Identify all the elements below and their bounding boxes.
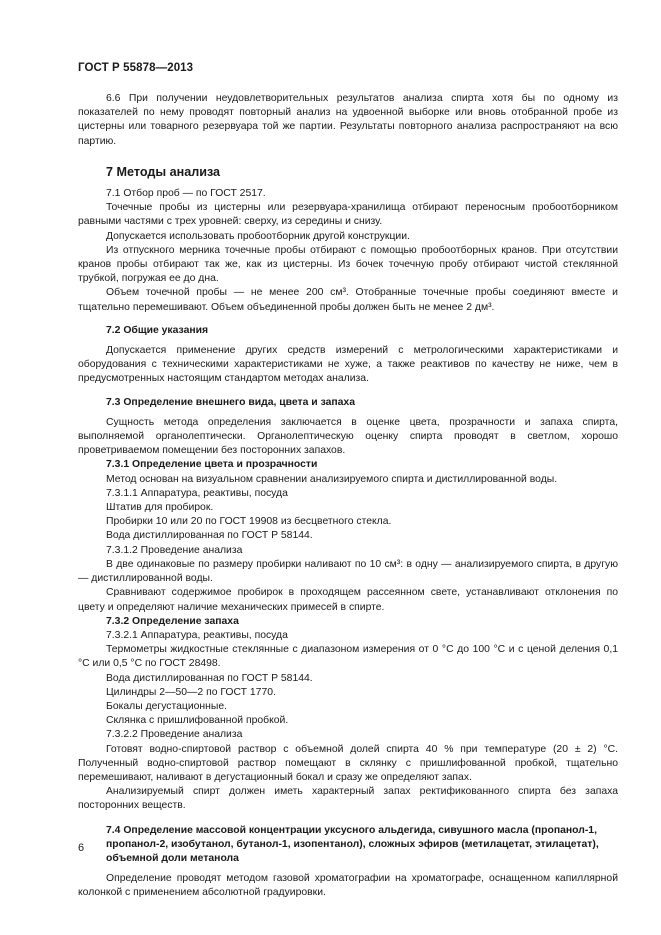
paragraph: Объем точечной пробы — не менее 200 см³. Отобранные точечные пробы соединяют вместе и тщательно перемешивают. Объем объединенной пробы должен быть не менее 2 дм³. (78, 287, 618, 313)
paragraph: Термометры жидкостные стеклянные с диапазоном измерения от 0 °С до 100 °С и с ценой деления 0,1 °С или 0,5 °С по ГОСТ 28498. (78, 644, 618, 670)
page-content (78, 92, 618, 901)
page-number: 6 (78, 842, 85, 854)
section-7-4-heading: 7.4 Определение массовой концентрации уксусного альдегида, сивушного масла (пропанол-1, пропанол-2, изобутанол, бутанол-1, изопентанол), сложных эфиров (метилацетат, этилацетат), объемной доли метанола (106, 824, 599, 864)
clause-7-3-2-2: 7.3.2.2 Проведение анализа (106, 729, 243, 741)
paragraph: Вода дистиллированная по ГОСТ Р 58144. (106, 672, 313, 684)
section-7-3-1-heading: 7.3.1 Определение цвета и прозрачности (106, 459, 318, 471)
paragraph: В две одинаковые по размеру пробирки наливают по 10 см³: в одну — анализируемого спирта, в другую — дистиллированной воды. (78, 558, 618, 585)
paragraph: Метод основан на визуальном сравнении анализируемого спирта и дистиллированной воды. (106, 473, 558, 485)
paragraph: Допускается применение других средств измерений с метрологическими характеристиками и оборудования с техническими характеристиками не хуже, а также реактивов по качеству не ниже, чем в предусмотренных настоящим стандартом методах анализа. (78, 345, 618, 385)
paragraph: Определение проводят методом газовой хроматографии на хроматографе, оснащенном капиллярной колонкой с применением абсолютной градуировки. (78, 873, 618, 899)
section-7-heading: 7 Методы анализа (106, 164, 221, 179)
standard-code-header: ГОСТ Р 55878—2013 (78, 62, 194, 74)
paragraph: Склянка с пришлифованной пробкой. (106, 715, 289, 727)
paragraph: Допускается использовать пробоотборник другой конструкции. (106, 230, 410, 242)
clause-7-3-1-1: 7.3.1.1 Аппаратура, реактивы, посуда (106, 487, 288, 499)
section-7-3-2-heading: 7.3.2 Определение запаха (106, 615, 239, 627)
paragraph: Вода дистиллированная по ГОСТ Р 58144. (106, 530, 313, 542)
clause-7-3-2-1: 7.3.2.1 Аппаратура, реактивы, посуда (106, 629, 288, 641)
paragraph: Анализируемый спирт должен иметь характерный запах ректификованного спирта без запаха посторонних веществ. (78, 786, 618, 812)
paragraph: Готовят водно-спиртовой раствор с объемной долей спирта 40 % при температуре (20 ± 2) °С. Полученный водно-спиртовой раствор помещают в склянку с пришлифованной пробкой, тщательно перемешивают, наливают в дегустационный бокал и сразу же определяют запах. (78, 743, 618, 783)
clause-7-1: 7.1 Отбор проб — по ГОСТ 2517. (106, 188, 266, 200)
clause-6-6: 6.6 При получении неудовлетворительных результатов анализа спирта хотя бы по одному из показателей по нему проводят повторный анализ на удвоенной выборке или вновь отобранной пробе из цистерны или товарного резервуара той же партии. Результаты повторного анализа распространяют на всю партию. (78, 93, 618, 147)
section-7-3-heading: 7.3 Определение внешнего вида, цвета и запаха (106, 396, 355, 408)
paragraph: Сравнивают содержимое пробирок в проходящем рассеянном свете, устанавливают отклонения по цвету и определяют наличие механических примесей в спирте. (78, 587, 618, 613)
paragraph: Пробирки 10 или 20 по ГОСТ 19908 из бесцветного стекла. (106, 516, 392, 528)
paragraph: Цилиндры 2—50—2 по ГОСТ 1770. (106, 686, 276, 698)
clause-7-3-1-2: 7.3.1.2 Проведение анализа (106, 544, 243, 556)
paragraph: Из отпускного мерника точечные пробы отбирают с помощью пробоотборных кранов. При отсутствии кранов пробы отбирают так же, как из цистерны. Из бочек точечную пробу отбирают чистой стеклянной трубкой, погружая ее до дна. (78, 244, 618, 285)
paragraph: Штатив для пробирок. (106, 502, 214, 514)
paragraph: Сущность метода определения заключается в оценке цвета, прозрачности и запаха спирта, выполняемой органолептически. Органолептическую оценку спирта проводят в светлом, хорошо проветриваемом помещении без посторонних запахов. (78, 416, 618, 457)
paragraph: Бокалы дегустационные. (106, 700, 228, 712)
section-7-2-heading: 7.2 Общие указания (106, 324, 209, 336)
paragraph: Точечные пробы из цистерны или резервуара-хранилища отбирают переносным пробоотборником равными частями с трех уровней: сверху, из середины и снизу. (78, 202, 618, 228)
